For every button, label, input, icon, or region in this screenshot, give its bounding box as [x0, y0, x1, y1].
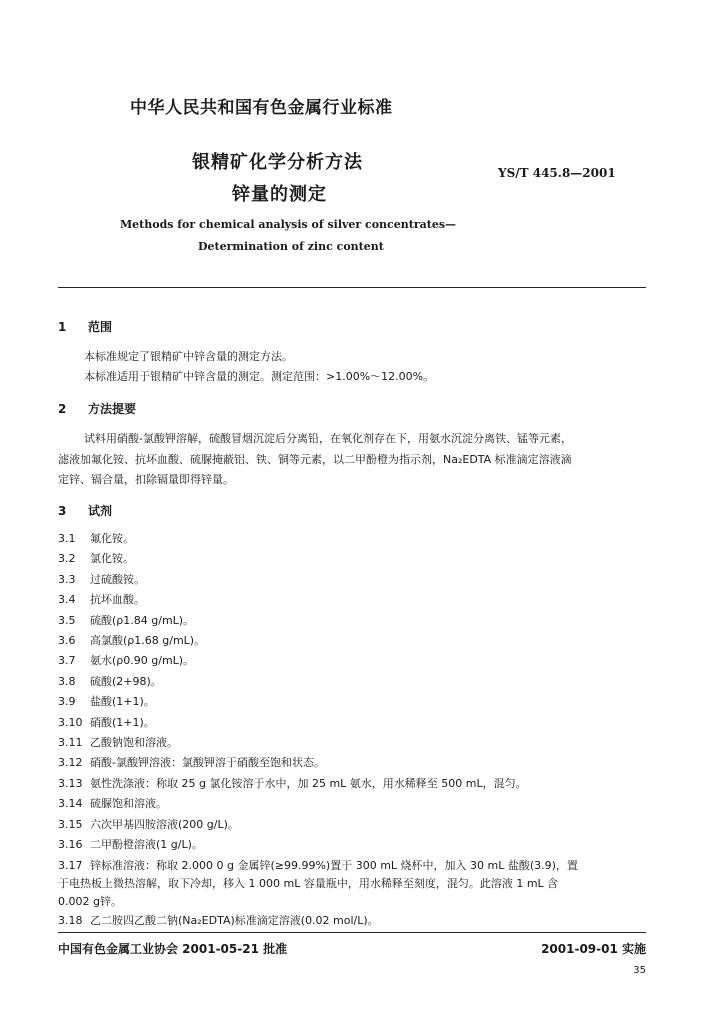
section-title: 试剂 — [88, 504, 113, 518]
item-text: 乙二胺四乙酸二钠(Na₂EDTA)标准滴定溶液(0.02 mol/L)。 — [90, 914, 379, 927]
principle-line-1: 试料用硝酸-氯酸钾溶解，硫酸冒烟沉淀后分离铅，在氧化剂存在下，用氨水沉淀分离铁、锰等元素， — [84, 432, 572, 445]
title-english-line1: Methods for chemical analysis of silver concentrates— — [120, 218, 457, 231]
item-number: 3.18 — [58, 914, 83, 927]
reagent-item — [58, 795, 167, 811]
item-number: 3.11 — [58, 736, 83, 749]
item-number: 3.4 — [58, 593, 76, 607]
reagent-item — [58, 734, 178, 750]
item-text: 过硫酸铵。 — [90, 572, 145, 586]
reagent-item — [58, 530, 134, 546]
section-number: 1 — [58, 320, 67, 334]
section-title: 方法提要 — [88, 402, 137, 416]
item-number: 3.7 — [58, 654, 76, 668]
item-text: 硝酸(1+1)。 — [90, 715, 155, 729]
implementation-date: 2001-09-01 实施 — [541, 942, 646, 956]
item-number: 3.10 — [58, 715, 83, 729]
item-text: 硫酸(2+98)。 — [90, 674, 162, 688]
reagent-item — [58, 550, 134, 566]
item-number: 3.8 — [58, 674, 76, 688]
reagent-item — [58, 836, 203, 852]
reagent-item — [58, 775, 527, 791]
item-number: 3.2 — [58, 552, 76, 566]
reagent-item — [58, 693, 155, 709]
reagent-item-3-17-line1 — [58, 857, 578, 873]
item-number: 3.17 — [58, 859, 83, 872]
reagent-item — [58, 673, 162, 689]
item-text: 硫脲饱和溶液。 — [90, 797, 167, 811]
item-text: 乙酸钠饱和溶液。 — [90, 736, 178, 749]
title-chinese-line1: 银精矿化学分析方法 — [192, 152, 363, 173]
item-number: 3.5 — [58, 613, 76, 627]
item-text: 硝酸-氯酸钾溶液：氯酸钾溶于硝酸至饱和状态。 — [90, 756, 325, 770]
reagent-item — [58, 632, 205, 648]
item-text: 盐酸(1+1)。 — [90, 695, 155, 709]
item-text: 二甲酚橙溶液(1 g/L)。 — [90, 838, 203, 851]
section-heading-principle — [58, 400, 136, 417]
item-text: 抗坏血酸。 — [90, 593, 145, 607]
footer-divider — [58, 932, 646, 933]
item-text: 高氯酸(ρ1.68 g/mL)。 — [90, 634, 206, 647]
reagent-item — [58, 612, 194, 628]
reagent-item-3-17-line3: 0.002 g锌。 — [58, 895, 122, 908]
item-number: 3.9 — [58, 695, 76, 709]
reagent-item — [58, 652, 194, 668]
reagent-item — [58, 754, 325, 770]
title-english-line2: Determination of zinc content — [198, 240, 384, 253]
section-heading-reagents — [58, 502, 112, 519]
section-number: 2 — [58, 402, 67, 416]
item-number: 3.15 — [58, 817, 83, 831]
reagent-item — [58, 714, 155, 730]
item-text: 锌标准溶液：称取 2.000 0 g 金属锌(≥99.99%)置于 300 mL 烧杯中，加入 30 mL 盐酸(3.9)，置 — [90, 859, 578, 872]
section-heading-scope — [58, 318, 112, 335]
item-number: 3.14 — [58, 797, 83, 811]
reagent-item — [58, 816, 239, 832]
item-text: 氨水(ρ0.90 g/mL)。 — [90, 654, 195, 668]
reagent-item — [58, 571, 145, 587]
item-text: 六次甲基四胺溶液(200 g/L)。 — [90, 817, 239, 831]
item-number: 3.1 — [58, 532, 76, 545]
reagent-item-3-18 — [58, 912, 379, 928]
reagent-item-3-17-line2: 于电热板上微热溶解，取下冷却，移入 1 000 mL 容量瓶中，用水稀释至刻度，混匀。此溶液 1 mL 含 — [58, 877, 559, 890]
approval-note: 中国有色金属工业协会 2001-05-21 批准 — [58, 942, 288, 956]
standard-category-header: 中华人民共和国有色金属行业标准 — [130, 98, 393, 118]
item-text: 氟化铵。 — [90, 532, 134, 545]
header-divider — [58, 287, 646, 288]
item-number: 3.13 — [58, 776, 83, 790]
section-title: 范围 — [88, 320, 113, 334]
item-text: 硫酸(ρ1.84 g/mL)。 — [90, 613, 195, 627]
item-number: 3.3 — [58, 572, 76, 586]
item-number: 3.6 — [58, 634, 76, 647]
scope-paragraph-1: 本标准规定了银精矿中锌含量的测定方法。 — [84, 350, 293, 363]
scope-paragraph-2: 本标准适用于银精矿中锌含量的测定。测定范围：>1.00%～12.00%。 — [84, 370, 435, 383]
title-chinese-line2: 锌量的测定 — [232, 184, 327, 205]
section-number: 3 — [58, 504, 67, 518]
reagent-item — [58, 591, 145, 607]
item-text: 氨性洗涤液：称取 25 g 氯化铵溶于水中，加 25 mL 氨水，用水稀释至 500 mL，混匀。 — [90, 776, 527, 790]
item-text: 氯化铵。 — [90, 552, 134, 566]
item-number: 3.12 — [58, 756, 83, 770]
standard-code: YS/T 445.8—2001 — [498, 166, 616, 180]
principle-line-2: 滤液加氟化铵、抗坏血酸、硫脲掩蔽铝、铁、铜等元素，以二甲酚橙为指示剂，Na₂EDTA 标准滴定溶液滴 — [58, 453, 572, 466]
item-number: 3.16 — [58, 838, 83, 851]
principle-line-3: 定锌、镉合量，扣除镉量即得锌量。 — [58, 473, 234, 486]
page-number: 35 — [633, 965, 646, 976]
